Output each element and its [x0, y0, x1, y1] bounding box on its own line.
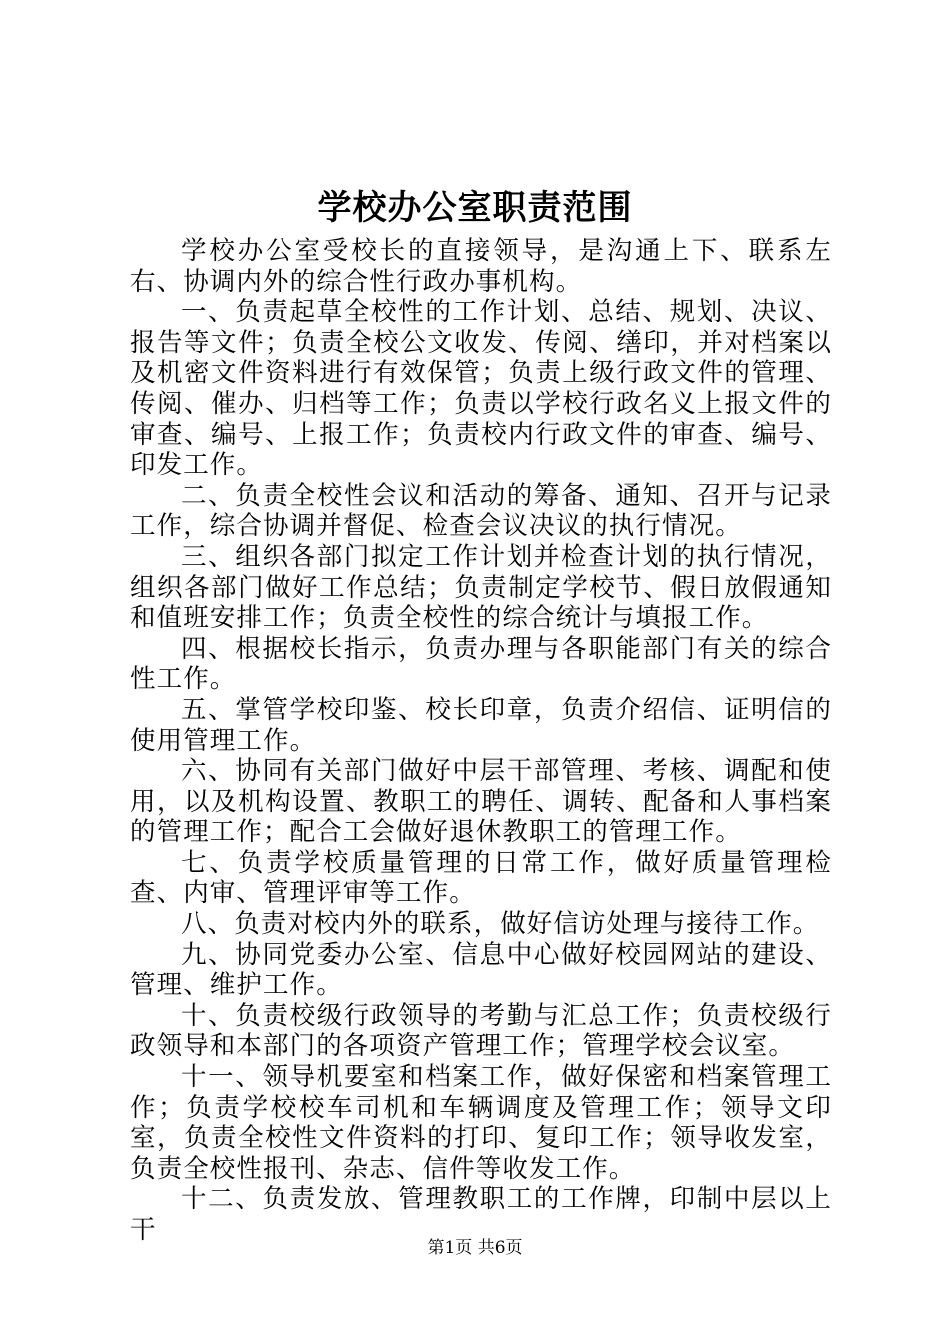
paragraph-item-7: 七、负责学校质量管理的日常工作，做好质量管理检查、内审、管理评审等工作。 — [130, 847, 832, 909]
paragraph-item-12: 十二、负责发放、管理教职工的工作牌，印制中层以上干 — [130, 1184, 832, 1245]
paragraph-item-3: 三、组织各部门拟定工作计划并检查计划的执行情况，组织各部门做好工作总结；负责制定学校节、假日放假通知和值班安排工作；负责全校性的综合统计与填报工作。 — [130, 541, 832, 634]
paragraph-item-5: 五、掌管学校印鉴、校长印章，负责介绍信、证明信的使用管理工作。 — [130, 694, 832, 756]
paragraph-item-2: 二、负责全校性会议和活动的筹备、通知、召开与记录工作，综合协调并督促、检查会议决议的执行情况。 — [130, 480, 832, 542]
paragraph-item-11: 十一、领导机要室和档案工作，做好保密和档案管理工作；负责学校校车司机和车辆调度及管理工作；领导文印室，负责全校性文件资料的打印、复印工作；领导收发室，负责全校性报刊、杂志、信件等收发工作。 — [130, 1062, 832, 1184]
document-title: 学校办公室职责范围 — [317, 188, 633, 228]
paragraph-intro: 学校办公室受校长的直接领导，是沟通上下、联系左右、协调内外的综合性行政办事机构。 — [130, 236, 832, 297]
paragraph-item-9: 九、协同党委办公室、信息中心做好校园网站的建设、管理、维护工作。 — [130, 939, 832, 1001]
paragraph-item-1: 一、负责起草全校性的工作计划、总结、规划、决议、报告等文件；负责全校公文收发、传阅、缮印，并对档案以及机密文件资料进行有效保管；负责上级行政文件的管理、传阅、催办、归档等工作；负责以学校行政名义上报文件的审查、编号、上报工作；负责校内行政文件的审查、编号、印发工作。 — [130, 297, 832, 481]
paragraph-item-8: 八、负责对校内外的联系，做好信访处理与接待工作。 — [181, 909, 820, 940]
document-body — [130, 236, 832, 1246]
page-number-footer: 第1页 共6页 — [427, 1238, 523, 1258]
paragraph-item-4: 四、根据校长指示，负责办理与各职能部门有关的综合性工作。 — [130, 633, 832, 695]
paragraph-item-6: 六、协同有关部门做好中层干部管理、考核、调配和使用，以及机构设置、教职工的聘任、调转、配备和人事档案的管理工作；配合工会做好退休教职工的管理工作。 — [130, 756, 832, 848]
paragraph-item-10: 十、负责校级行政领导的考勤与汇总工作；负责校级行政领导和本部门的各项资产管理工作；管理学校会议室。 — [130, 1000, 832, 1062]
